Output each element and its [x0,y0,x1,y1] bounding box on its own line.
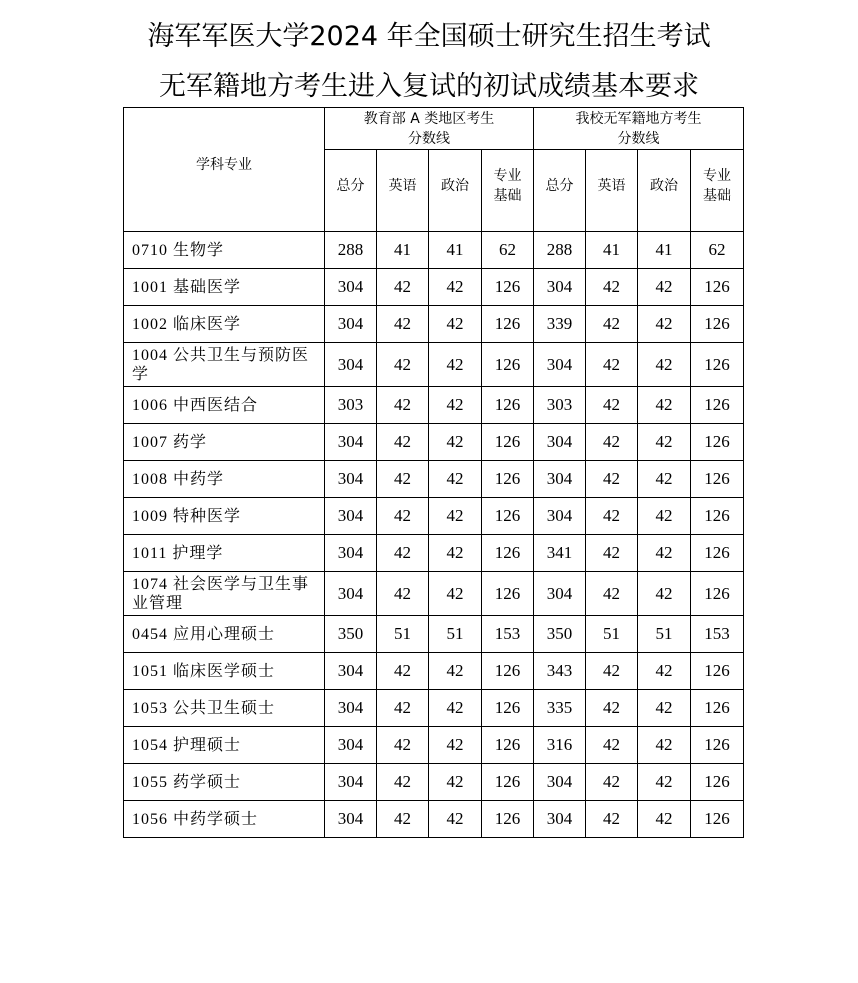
score-cell-a: 304 [325,653,377,690]
subject-cell: 1008 中药学 [124,461,325,498]
score-cell-b: 42 [586,727,638,764]
score-cell-b: 62 [691,232,744,269]
score-cell-b: 304 [534,572,586,616]
score-cell-b: 42 [638,498,691,535]
score-cell-a: 42 [377,306,429,343]
score-cell-b: 153 [691,616,744,653]
score-cell-a: 42 [429,801,482,838]
header-a-politics: 政治 [429,150,482,232]
score-cell-b: 42 [586,461,638,498]
score-cell-b: 126 [691,461,744,498]
header-b-basic: 专业 基础 [691,150,744,232]
score-cell-a: 126 [482,343,534,387]
score-cell-a: 304 [325,535,377,572]
score-cell-a: 304 [325,269,377,306]
score-cell-a: 303 [325,387,377,424]
score-cell-b: 126 [691,572,744,616]
score-cell-b: 42 [638,424,691,461]
score-cell-b: 126 [691,801,744,838]
table-row [124,690,744,727]
score-cell-b: 304 [534,498,586,535]
score-cell-b: 41 [586,232,638,269]
table-row [124,616,744,653]
score-cell-a: 42 [377,764,429,801]
subject-cell: 1074 社会医学与卫生事业管理 [124,572,325,616]
score-cell-b: 126 [691,535,744,572]
score-cell-b: 42 [638,727,691,764]
table-row [124,764,744,801]
table-row [124,343,744,387]
score-cell-a: 153 [482,616,534,653]
score-cell-a: 42 [429,535,482,572]
score-cell-a: 42 [377,387,429,424]
score-cell-a: 62 [482,232,534,269]
document-title-line2: 无军籍地方考生进入复试的初试成绩基本要求 [159,71,699,102]
score-cell-a: 42 [377,343,429,387]
header-subject: 学科专业 [124,108,325,232]
table-row [124,232,744,269]
subject-cell: 1011 护理学 [124,535,325,572]
subject-cell: 1007 药学 [124,424,325,461]
score-cell-a: 41 [429,232,482,269]
table-row [124,269,744,306]
score-cell-b: 304 [534,801,586,838]
score-cell-a: 42 [429,269,482,306]
subject-cell: 1051 临床医学硕士 [124,653,325,690]
score-cell-a: 288 [325,232,377,269]
score-cell-a: 304 [325,424,377,461]
score-cell-a: 304 [325,801,377,838]
score-cell-a: 126 [482,801,534,838]
score-cell-b: 126 [691,653,744,690]
subject-cell: 1056 中药学硕士 [124,801,325,838]
table-row [124,653,744,690]
score-cell-a: 126 [482,653,534,690]
subject-cell: 1001 基础医学 [124,269,325,306]
score-cell-b: 304 [534,343,586,387]
score-cell-a: 42 [377,653,429,690]
score-cell-a: 350 [325,616,377,653]
score-cell-b: 343 [534,653,586,690]
score-cell-b: 42 [638,269,691,306]
score-cell-b: 126 [691,727,744,764]
score-cell-a: 126 [482,387,534,424]
header-b-total: 总分 [534,150,586,232]
score-cell-a: 304 [325,572,377,616]
header-a-english: 英语 [377,150,429,232]
score-cell-a: 42 [429,306,482,343]
score-cell-a: 42 [377,461,429,498]
score-cell-a: 51 [429,616,482,653]
score-cell-b: 304 [534,269,586,306]
score-cell-a: 42 [377,801,429,838]
header-b-english: 英语 [586,150,638,232]
score-cell-a: 126 [482,461,534,498]
score-cell-a: 126 [482,690,534,727]
score-cell-b: 42 [638,343,691,387]
table-row [124,424,744,461]
subject-cell: 1054 护理硕士 [124,727,325,764]
score-cell-b: 288 [534,232,586,269]
table-row [124,387,744,424]
header-b-politics: 政治 [638,150,691,232]
score-cell-a: 304 [325,461,377,498]
table-row [124,535,744,572]
header-a-basic: 专业 基础 [482,150,534,232]
score-cell-a: 42 [429,653,482,690]
document-title-line1: 海军军医大学2024 年全国硕士研究生招生考试 [147,21,711,52]
score-cell-b: 42 [586,343,638,387]
score-cell-b: 42 [586,424,638,461]
score-cell-b: 42 [586,572,638,616]
score-cell-b: 126 [691,306,744,343]
score-cell-b: 42 [586,535,638,572]
score-cell-b: 126 [691,424,744,461]
score-cell-b: 42 [638,461,691,498]
score-cell-a: 304 [325,498,377,535]
score-cell-b: 51 [638,616,691,653]
score-cell-a: 126 [482,269,534,306]
score-cell-b: 42 [586,690,638,727]
score-cell-b: 42 [638,690,691,727]
score-cell-b: 42 [638,653,691,690]
score-cell-b: 304 [534,461,586,498]
score-cell-a: 41 [377,232,429,269]
score-cell-a: 304 [325,306,377,343]
subject-cell: 0710 生物学 [124,232,325,269]
table-row [124,801,744,838]
score-cell-b: 41 [638,232,691,269]
subject-cell: 1002 临床医学 [124,306,325,343]
subject-cell: 1006 中西医结合 [124,387,325,424]
header-group-moe-a-region: 教育部 A 类地区考生 分数线 [325,108,534,150]
score-cell-a: 42 [377,727,429,764]
score-cell-b: 42 [638,306,691,343]
subject-cell: 0454 应用心理硕士 [124,616,325,653]
score-cell-b: 304 [534,764,586,801]
score-cell-a: 42 [377,424,429,461]
score-cell-a: 42 [429,424,482,461]
score-cell-b: 42 [638,535,691,572]
score-cell-b: 335 [534,690,586,727]
score-cell-b: 126 [691,387,744,424]
subject-cell: 1004 公共卫生与预防医学 [124,343,325,387]
score-cell-b: 42 [586,387,638,424]
header-a-total: 总分 [325,150,377,232]
score-cell-a: 51 [377,616,429,653]
score-cell-a: 126 [482,727,534,764]
score-requirements-table [123,107,744,838]
score-cell-b: 42 [586,498,638,535]
score-cell-b: 42 [638,572,691,616]
score-cell-a: 42 [429,690,482,727]
score-cell-a: 42 [429,461,482,498]
score-cell-b: 126 [691,269,744,306]
score-cell-b: 339 [534,306,586,343]
score-cell-a: 42 [377,269,429,306]
table-row [124,727,744,764]
score-cell-b: 42 [638,801,691,838]
subject-cell: 1053 公共卫生硕士 [124,690,325,727]
score-cell-a: 42 [429,727,482,764]
score-cell-b: 42 [638,764,691,801]
score-cell-a: 42 [377,498,429,535]
score-cell-a: 42 [377,572,429,616]
score-cell-b: 42 [586,801,638,838]
score-cell-b: 126 [691,343,744,387]
score-cell-a: 126 [482,535,534,572]
score-cell-a: 42 [429,343,482,387]
score-cell-a: 126 [482,498,534,535]
table-row [124,572,744,616]
score-cell-a: 304 [325,727,377,764]
score-cell-b: 303 [534,387,586,424]
table-row [124,498,744,535]
score-cell-b: 304 [534,424,586,461]
score-cell-a: 126 [482,306,534,343]
table-row [124,461,744,498]
subject-cell: 1055 药学硕士 [124,764,325,801]
score-cell-a: 304 [325,690,377,727]
score-cell-b: 42 [586,306,638,343]
score-cell-b: 42 [586,269,638,306]
score-cell-a: 42 [429,764,482,801]
table-row [124,306,744,343]
score-cell-a: 42 [429,498,482,535]
score-cell-a: 126 [482,764,534,801]
score-cell-a: 304 [325,764,377,801]
score-cell-b: 126 [691,764,744,801]
score-cell-b: 341 [534,535,586,572]
score-cell-a: 42 [429,387,482,424]
score-cell-b: 42 [586,764,638,801]
subject-cell: 1009 特种医学 [124,498,325,535]
score-cell-a: 42 [429,572,482,616]
score-cell-a: 126 [482,572,534,616]
score-cell-b: 42 [638,387,691,424]
score-cell-b: 316 [534,727,586,764]
score-cell-b: 126 [691,498,744,535]
header-group-school-nonmilitary: 我校无军籍地方考生 分数线 [534,108,744,150]
score-cell-b: 51 [586,616,638,653]
score-cell-b: 126 [691,690,744,727]
score-cell-a: 42 [377,535,429,572]
score-cell-b: 42 [586,653,638,690]
score-cell-a: 42 [377,690,429,727]
score-cell-a: 126 [482,424,534,461]
score-cell-a: 304 [325,343,377,387]
score-cell-b: 350 [534,616,586,653]
